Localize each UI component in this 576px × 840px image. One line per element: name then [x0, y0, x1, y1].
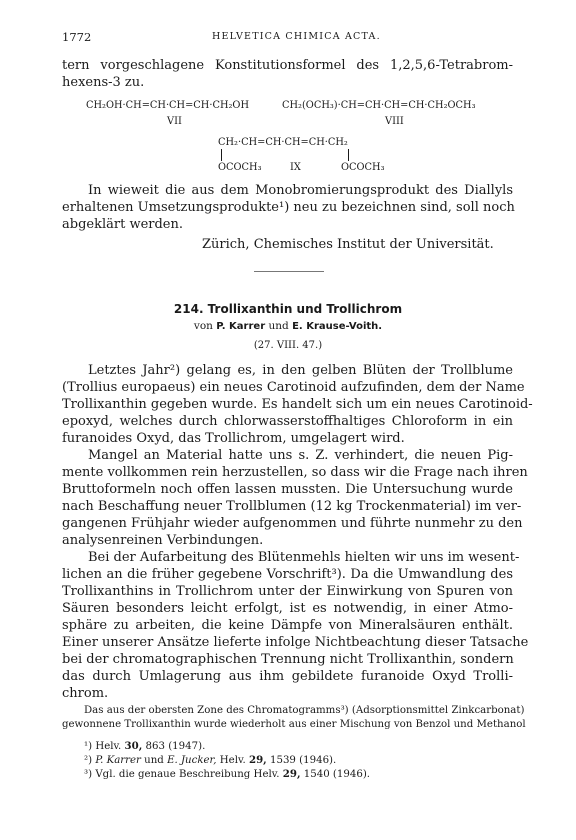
body-line: bei der chromatographischen Trennung nicht Trollixanthin, sondern — [62, 652, 514, 667]
footnote-3-volume: 29, — [282, 768, 301, 780]
footnote-2-journal: Helv. — [219, 755, 246, 766]
footnote-2-author-2: E. Jucker, — [167, 755, 217, 766]
body-line: Letztes Jahr²) gelang es, in den gelben Blüten der Trollblume — [88, 363, 513, 378]
footnote-1-journal: Helv. — [95, 741, 122, 752]
formula-ix-label: IX — [290, 162, 301, 173]
footnote-2-volume: 29, — [249, 754, 267, 766]
footnote-1 — [84, 740, 205, 752]
footnote-1-pages: 863 (1947). — [145, 741, 206, 752]
formula-ix: CH₂·CH=CH·CH=CH·CH₂ — [218, 137, 348, 148]
body-line: gangenen Frühjahr wieder aufgenommen und führte nunmehr zu den — [62, 516, 523, 531]
page-number: 1772 — [62, 30, 92, 44]
body-line: Trollixanthins in Trollichrom unter der Einwirkung von Spuren von — [62, 584, 513, 599]
body-line: (Trollius europaeus) ein neues Carotinoid aufzufinden, dem der Name — [62, 380, 525, 395]
small-text-line-2: gewonnene Trollixanthin wurde wiederholt aus einer Mischung von Benzol und Methanol — [62, 719, 526, 730]
para1-line-1: In wieweit die aus dem Monobromierungsprodukt des Diallyls — [88, 183, 513, 198]
formula-vii-label: VII — [167, 116, 182, 127]
article-title: 214. Trollixanthin und Trollichrom — [173, 302, 403, 316]
body-line: Mangel an Material hatte uns s. Z. verhindert, die neuen Pig- — [88, 448, 513, 463]
body-line: sphäre zu arbeiten, die keine Dämpfe von Mineralsäuren enthält. — [62, 618, 513, 633]
body-line: analysenreinen Verbindungen. — [62, 533, 264, 548]
body-line: nach Beschaffung neuer Trollblumen (12 kg Trockenmaterial) im ver- — [62, 499, 522, 514]
intro-line-1: tern vorgeschlagene Konstitutionsformel des 1,2,5,6-Tetrabrom- — [62, 58, 513, 73]
footnote-2-author-1: P. Karrer — [95, 755, 141, 766]
body-line: lichen an die früher gegebene Vorschrift³). Da die Umwandlung des — [62, 567, 513, 582]
body-line: Säuren besonders leicht erfolgt, ist es notwendig, in einer Atmo- — [62, 601, 513, 616]
author-karrer: P. Karrer — [216, 321, 266, 332]
body-line: furanoides Oxyd, das Trollichrom, umgelagert wird. — [62, 431, 405, 446]
footnote-1-volume: 30, — [124, 740, 143, 752]
footnote-3-text: Vgl. die genaue Beschreibung Helv. — [95, 769, 280, 780]
small-text-line-1: Das aus der obersten Zone des Chromatogramms³) (Adsorptionsmittel Zinkcarbonat) — [84, 705, 525, 716]
formula-viii: CH₂(OCH₃)·CH=CH·CH=CH·CH₂OCH₃ — [282, 100, 476, 111]
authors-von: von — [193, 320, 213, 332]
body-line: Bruttoformeln noch offen lassen mussten. Die Untersuchung wurde — [62, 482, 513, 497]
footnote-2-mark: ²) — [84, 755, 93, 766]
article-date: (27. VIII. 47.) — [253, 340, 323, 351]
footnote-2 — [84, 754, 336, 766]
body-line: das durch Umlagerung aus ihm gebildete furanoide Oxyd Trolli- — [62, 669, 513, 684]
formula-ix-right-group: OCOCH₃ — [341, 162, 385, 173]
intro-line-2: hexens-3 zu. — [62, 75, 145, 90]
authors-und: und — [268, 320, 289, 332]
para1-line-3: abgeklärt werden. — [62, 217, 183, 232]
formula-ix-left-group: OCOCH₃ — [218, 162, 262, 173]
body-line: Einer unserer Ansätze lieferte infolge Nichtbeachtung dieser Tatsache — [62, 635, 529, 650]
bond-line-right — [348, 149, 349, 161]
footnote-2-pages: 1539 (1946). — [269, 755, 337, 766]
body-line: Trollixanthin gegeben wurde. Es handelt sich um ein neues Carotinoid- — [62, 397, 533, 412]
body-line: mente vollkommen rein herzustellen, so dass wir die Frage nach ihren — [62, 465, 528, 480]
formula-viii-label: VIII — [385, 116, 404, 127]
affiliation: Zürich, Chemisches Institut der Universität. — [202, 237, 494, 252]
footnote-3-pages: 1540 (1946). — [303, 769, 371, 780]
formula-vii: CH₂OH·CH=CH·CH=CH·CH₂OH — [86, 100, 250, 111]
section-divider — [254, 271, 324, 272]
footnote-3 — [84, 768, 370, 780]
footnote-3-mark: ³) — [84, 769, 93, 780]
body-line: epoxyd, welches durch chlorwasserstoffhaltiges Chloroform in ein — [62, 414, 513, 429]
journal-title: HELVETICA CHIMICA ACTA. — [212, 31, 381, 42]
body-line: Bei der Aufarbeitung des Blütenmehls hielten wir uns im wesent- — [88, 550, 520, 565]
footnote-1-mark: ¹) — [84, 741, 93, 752]
body-line: chrom. — [62, 686, 109, 701]
footnote-2-und: und — [144, 755, 164, 766]
bond-line-left — [221, 149, 222, 161]
article-authors — [0, 320, 576, 332]
author-krause-voith: E. Krause-Voith. — [292, 321, 383, 332]
para1-line-2: erhaltenen Umsetzungsprodukte¹) neu zu bezeichnen sind, soll noch — [62, 200, 515, 215]
